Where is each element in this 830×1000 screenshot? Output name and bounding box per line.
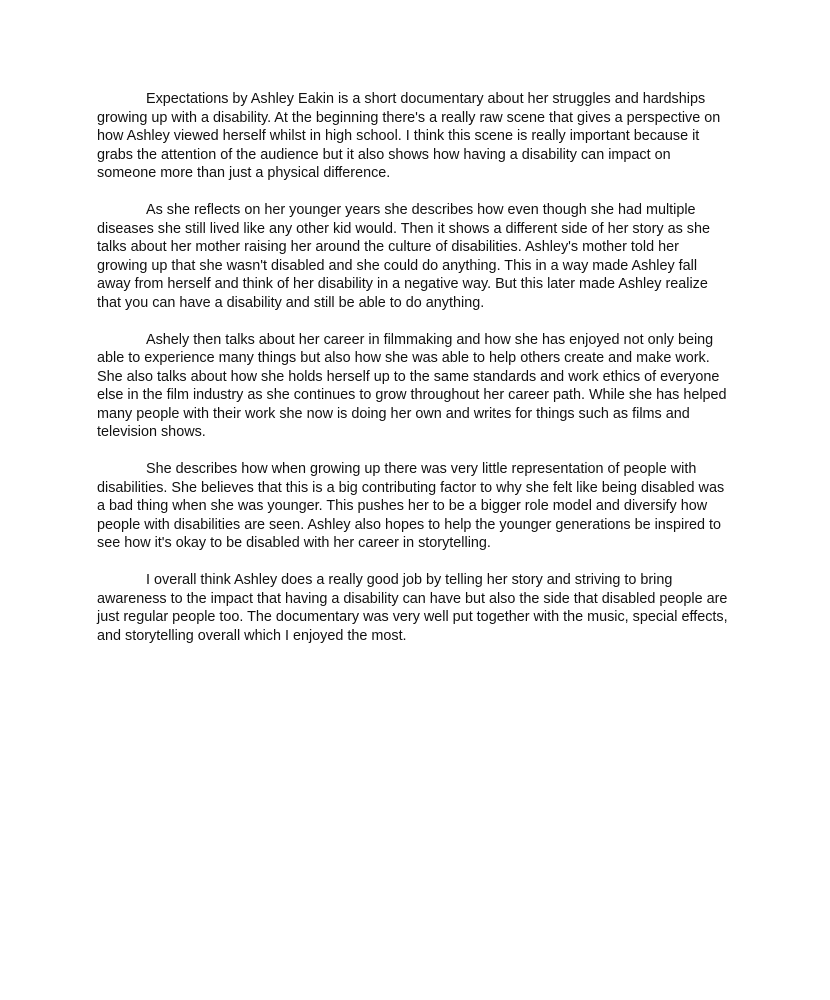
document-body [97, 90, 733, 664]
paragraph-4: She describes how when growing up there was very little representation of people with disabilities. She believes that this is a big contributing factor to why she felt like being disabled was a bad thing when she was younger. This pushes her to be a bigger role model and diversify how people with disabilities are seen. Ashley also hopes to help the younger generations be inspired to see how it's okay to be disabled with her career in storytelling. [97, 461, 725, 551]
paragraph-3: Ashely then talks about her career in filmmaking and how she has enjoyed not only being able to experience many things but also how she was able to help others create and make work. She also talks about how she holds herself up to the same standards and work ethics of everyone else in the film industry as she continues to grow throughout her career path. While she has helped many people with their work she now is doing her own and writes for things such as films and television shows. [97, 331, 727, 440]
paragraph-1: Expectations by Ashley Eakin is a short documentary about her struggles and hardships growing up with a disability. At the beginning there's a really raw scene that gives a perspective on how Ashley viewed herself whilst in high school. I think this scene is really important because it grabs the attention of the audience but it also shows how having a disability can impact on someone more than just a physical difference. [97, 91, 721, 181]
paragraph-2: As she reflects on her younger years she describes how even though she had multiple diseases she still lived like any other kid would. Then it shows a different side of her story as she talks about her mother raising her around the culture of disabilities. Ashley's mother told her growing up that she wasn't disabled and she could do anything. This in a way made Ashley fall away from herself and think of her disability in a negative way. But this later made Ashley realize that you can have a disability and still be able to do anything. [97, 202, 710, 311]
paragraph-5: I overall think Ashley does a really good job by telling her story and striving to bring awareness to the impact that having a disability can have but also the side that disabled people are just regular people too. The documentary was very well put together with the music, special effects, and storytelling overall which I enjoyed the most. [97, 572, 728, 644]
